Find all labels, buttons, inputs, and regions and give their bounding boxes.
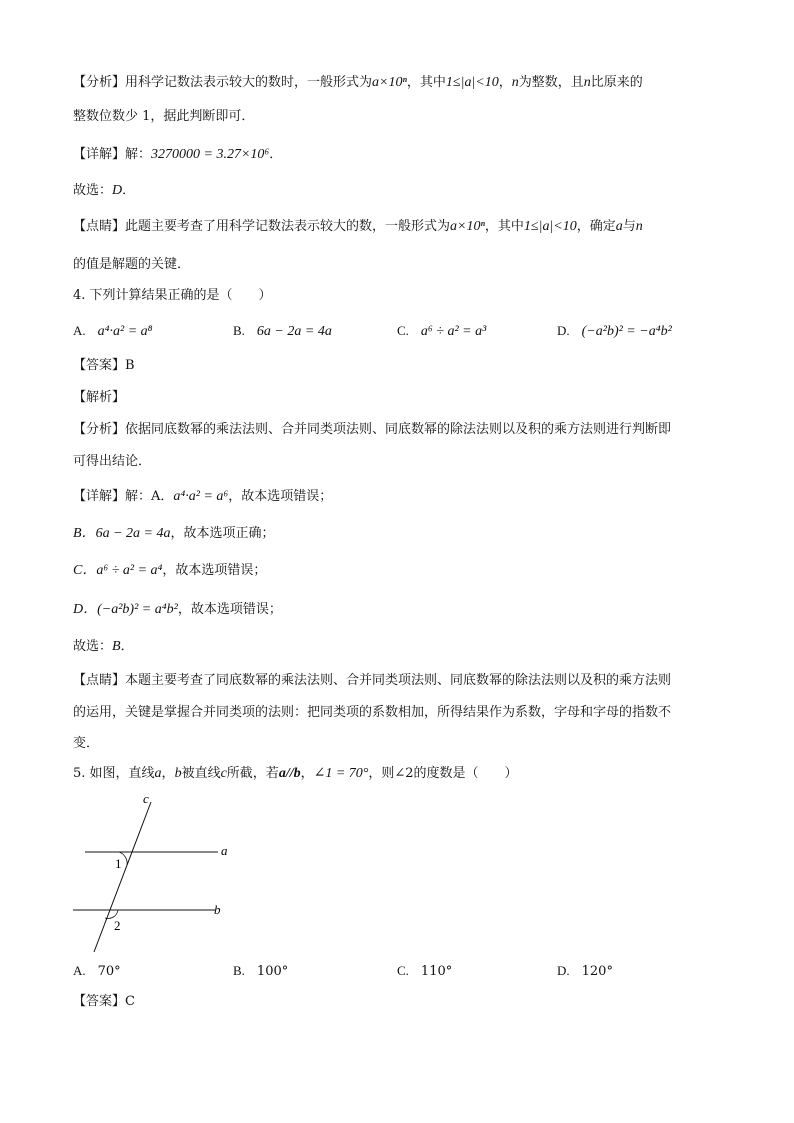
q4-option-a: A. a⁴·a² = a⁸ (73, 323, 153, 339)
q4-option-b: B. 6a − 2a = 4a (233, 323, 332, 339)
q5-stem: 5. 如图，直线a，b被直线c所截，若a//b，∠1 = 70°，则∠2的度数是（ ） (73, 766, 518, 781)
detail-tag: 【详解】 (73, 147, 126, 162)
parallel-lines-figure (73, 792, 243, 957)
q4-detail-c: C．a⁶ ÷ a² = a⁴，故本选项错误； (73, 563, 267, 578)
math-expr: 3270000 = 3.27×10⁶ (151, 147, 270, 162)
q3-detail: 【详解】解：3270000 = 3.27×10⁶． (73, 147, 283, 162)
q4-detail-d: D．(−a²b)² = a⁴b²，故本选项错误； (73, 602, 282, 617)
q4-comment-line1: 【点睛】本题主要考查了同底数幂的乘法法则、合并同类项法则、同底数幂的除法法则以及积的乘方法则 (73, 673, 672, 688)
chosen-answer: D (112, 183, 123, 198)
q4-analysis-line2: 可得出结论． (73, 454, 152, 469)
q5-answer (73, 993, 135, 1011)
q5-option-b: B. 100° (233, 963, 289, 979)
q4-answer (73, 357, 135, 375)
q4-detail-a: 【详解】解：A．a⁴·a² = a⁶，故本选项错误； (73, 489, 333, 504)
label-c: c (143, 792, 149, 806)
q4-comment-line2: 的运用，关键是掌握合并同类项的法则：把同类项的系数相加，所得结果作为系数，字母和字母的指数不 (73, 705, 672, 720)
q3-comment-line1: 【点睛】此题主要考查了用科学记数法表示较大的数，一般形式为a×10ⁿ，其中1≤|a|<10，确定a与n (73, 219, 643, 234)
q4-option-c: C. a⁶ ÷ a² = a³ (397, 323, 487, 339)
label-angle-2: 2 (114, 918, 121, 933)
answer-tag: 【答案】 (73, 358, 126, 373)
q3-comment-line2: 的值是解题的关键． (73, 257, 191, 272)
q4-choose: 故选：B． (73, 639, 134, 654)
answer-tag: 【答案】 (73, 994, 126, 1009)
line-c (94, 802, 151, 952)
q5-option-c: C. 110° (397, 963, 453, 979)
label-angle-1: 1 (115, 856, 122, 871)
q4-analysis-line1: 【分析】依据同底数幂的乘法法则、合并同类项法则、同底数幂的除法法则以及积的乘方法则进行判断即 (73, 422, 672, 437)
q4-option-d: D. (−a²b)² = −a⁴b² (557, 323, 672, 339)
q3-analysis-line1: 【分析】用科学记数法表示较大的数时，一般形式为a×10ⁿ，其中1≤|a|<10，n为整数，且n比原来的 (73, 75, 643, 90)
q3-choose: 故选：D． (73, 183, 136, 198)
answer-value: C (125, 994, 135, 1009)
label-b: b (214, 902, 221, 917)
answer-value: B (125, 358, 135, 373)
q4-detail-b: B．6a − 2a = 4a，故本选项正确； (73, 526, 275, 541)
q4-comment-line3: 变． (73, 736, 100, 751)
math-expr: a×10ⁿ (372, 75, 407, 90)
comment-tag: 【点睛】 (73, 219, 126, 234)
q5-option-a: A. 70° (73, 963, 121, 979)
q5-option-d: D. 120° (557, 963, 613, 979)
analysis-tag: 【分析】 (73, 75, 126, 90)
math-expr: 1≤|a|<10 (445, 75, 499, 90)
label-a: a (221, 843, 228, 858)
q4-solution-tag: 【解析】 (73, 390, 126, 405)
q3-analysis-line2: 整数位数少 1，据此判断即可． (73, 109, 255, 124)
q4-stem: 4. 下列计算结果正确的是（ ） (73, 288, 272, 303)
